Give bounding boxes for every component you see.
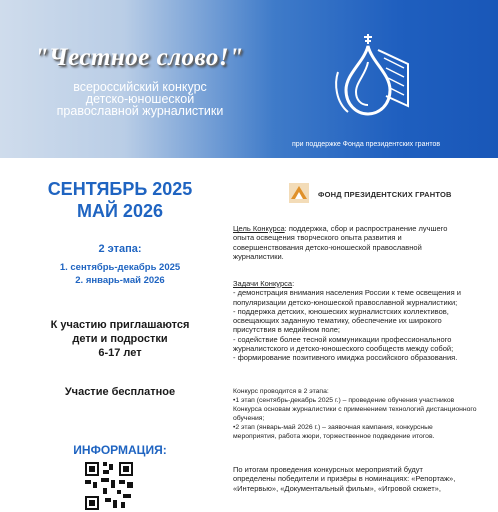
contest-subtitle	[40, 81, 240, 117]
task-line: - содействие более тесной коммуникации профессионального	[233, 334, 452, 344]
stages-detail-line: обучения;	[233, 415, 265, 422]
results-line: определены победители и призёры в номинациях: «Репортаж»,	[233, 474, 456, 484]
invitation-text	[20, 318, 220, 360]
date-start: СЕНТЯБРЬ 2025	[47, 179, 193, 199]
stage-two: 2. январь-май 2026	[75, 275, 165, 286]
results-line: «Интервью», «Документальный фильм», «Игровой сюжет»,	[233, 483, 441, 493]
results-line: По итогам проведения конкурсных мероприятий будут	[233, 465, 423, 474]
fund-name: ФОНД ПРЕЗИДЕНТСКИХ ГРАНТОВ	[318, 190, 452, 199]
stages-detail-line: Конкурс проводится в 2 этапа:	[233, 388, 329, 395]
contest-dates	[20, 178, 220, 222]
subtitle-line: всероссийский конкурс	[73, 80, 207, 94]
goal-label: Цель Конкурса	[233, 224, 285, 233]
free-participation: Участие бесплатное	[64, 386, 176, 398]
drop-with-cross-and-book-logo-icon	[330, 22, 420, 122]
stages-detail-line: Конкурса основам журналистики с применением технологий дистанционного	[233, 406, 477, 413]
qr-code-icon[interactable]	[83, 460, 135, 512]
tasks-label: Задачи Конкурса	[233, 279, 293, 288]
information-heading: ИНФОРМАЦИЯ:	[73, 443, 167, 457]
stages-heading: 2 этапа:	[98, 243, 142, 255]
task-line: освещающих заданную тематику, обеспечение их широкого	[233, 316, 442, 326]
results-text	[233, 465, 485, 493]
date-end: МАЙ 2026	[77, 201, 163, 221]
task-line: присутствия в медийном поле;	[233, 325, 341, 335]
contest-tasks: Задачи Конкурса: - демонстрация внимания населения России к теме освещения и популяризации детско-юношеской православной журналистики; - поддержка детских, юношеских журналистских коллективов, освещающих заданную тематику, обеспечение их широкого присутствия в медийном поле; - содействие более тесной коммуникации профессионального журналистского и детско-юношеского сообществ между собой; - формирование позитивного имиджа российского образования.	[233, 279, 485, 363]
task-line: популяризации детско-юношеской православной журналистики;	[233, 297, 458, 307]
contest-title: "Честное слово!"	[34, 44, 244, 71]
task-line: - поддержка детских, юношеских журналистских коллективов,	[233, 306, 449, 316]
contest-goal	[233, 224, 485, 261]
goal-text: : поддержка, сбор и распространение лучшего	[284, 224, 448, 233]
grant-support-note: при поддержке Фонда президентских грантов	[292, 141, 441, 148]
invite-line: К участию приглашаются	[50, 319, 190, 331]
stages-detail	[233, 387, 485, 441]
stages-detail-line: •1 этап (сентябрь-декабрь 2025 г.) – проведение обучения участников	[233, 397, 455, 404]
stages-detail-line: •2 этап (январь-май 2026 г.) – заявочная кампания, конкурсные	[233, 424, 433, 431]
goal-text: опыта освещения творческого опыта развития и	[233, 233, 402, 243]
goal-text: журналистики.	[233, 251, 284, 261]
header-banner	[0, 0, 498, 158]
stage-one: 1. сентябрь-декабрь 2025	[59, 262, 181, 273]
goal-text: совершенствования детско-юношеской православной	[233, 242, 422, 252]
subtitle-line: православной журналистики	[56, 104, 224, 118]
subtitle-line: детско-юношеской	[85, 92, 195, 106]
task-line: журналистского и детско-юношеского сообществ между собой;	[233, 344, 454, 354]
task-line: - формирование позитивного имиджа российского образования.	[233, 353, 458, 363]
invite-line: дети и подростки	[72, 333, 168, 345]
presidential-grants-fund-icon	[287, 181, 311, 205]
task-line: - демонстрация внимания населения России к теме освещения и	[233, 288, 461, 298]
stages-detail-line: мероприятия, работа жюри, торжественное подведение итогов.	[233, 433, 435, 440]
invite-line: 6-17 лет	[98, 347, 142, 359]
